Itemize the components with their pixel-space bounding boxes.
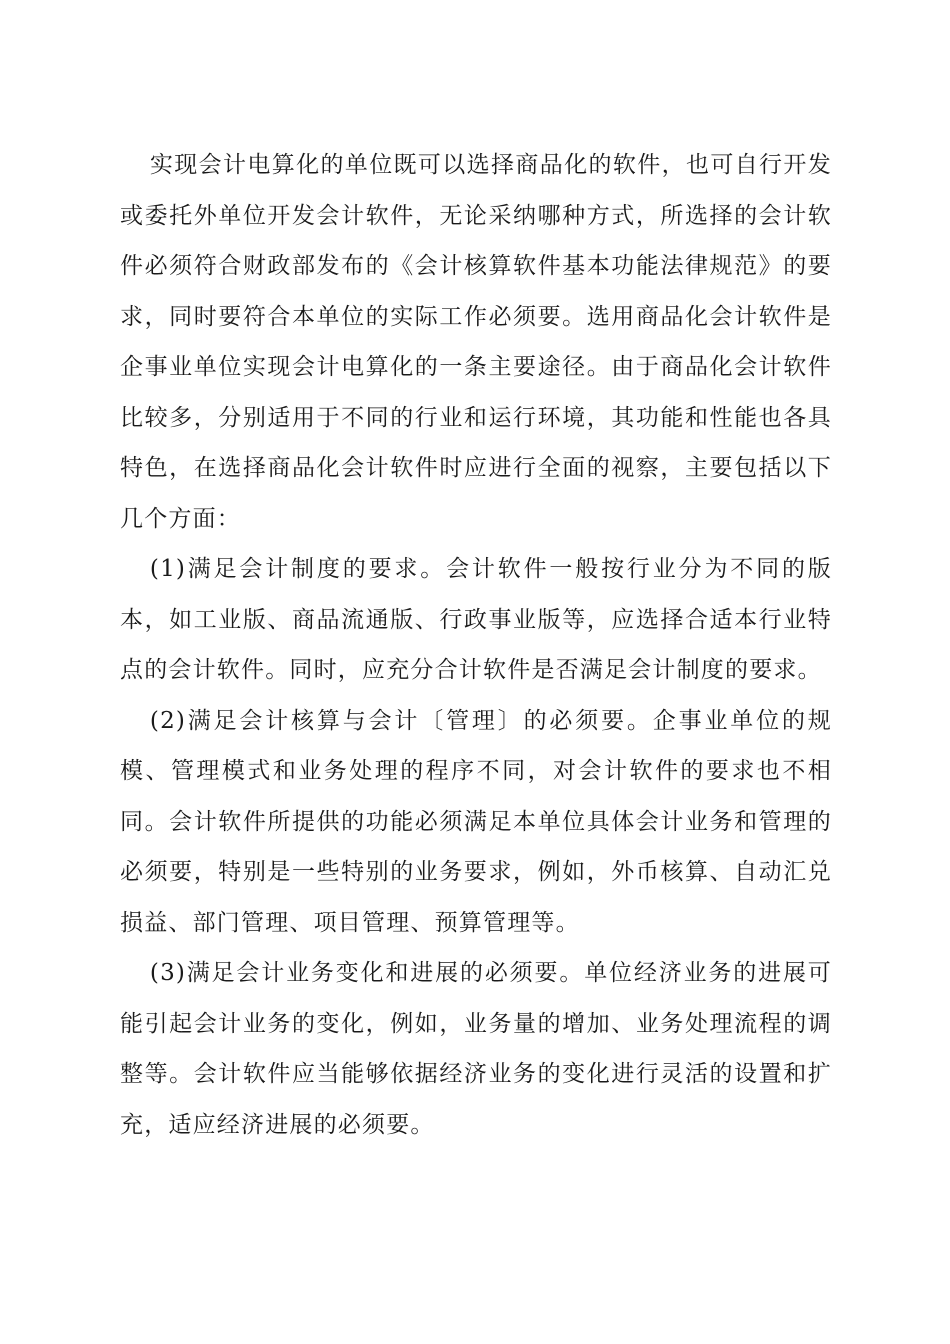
paragraph-item-3: (3)满足会计业务变化和进展的必须要。单位经济业务的进展可能引起会计业务的变化，例如，业务量的增加、业务处理流程的调整等。会计软件应当能够依据经济业务的变化进行灵活的设置和扩充，适应经济进展的必须要。 bbox=[120, 960, 832, 1138]
paragraph-item-2: (2)满足会计核算与会计〔管理〕的必须要。企事业单位的规模、管理模式和业务处理的程序不同，对会计软件的要求也不相同。会计软件所提供的功能必须满足本单位具体会计业务和管理的必须要，特别是一些特别的业务要求，例如，外币核算、自动汇兑损益、部门管理、项目管理、预算管理等。 bbox=[120, 707, 832, 936]
paragraph-intro: 实现会计电算化的单位既可以选择商品化的软件，也可自行开发或委托外单位开发会计软件，无论采纳哪种方式，所选择的会计软件必须符合财政部发布的《会计核算软件基本功能法律规范》的要求，同时要符合本单位的实际工作必须要。选用商品化会计软件是企事业单位实现会计电算化的一条主要途径。由于商品化会计软件比较多，分别适用于不同的行业和运行环境，其功能和性能也各具特色，在选择商品化会计软件时应进行全面的视察，主要包括以下几个方面： bbox=[120, 152, 832, 532]
paragraph-item-1: (1)满足会计制度的要求。会计软件一般按行业分为不同的版本，如工业版、商品流通版、行政事业版等，应选择合适本行业特点的会计软件。同时，应充分合计软件是否满足会计制度的要求。 bbox=[120, 556, 832, 683]
document-body bbox=[120, 140, 832, 1150]
